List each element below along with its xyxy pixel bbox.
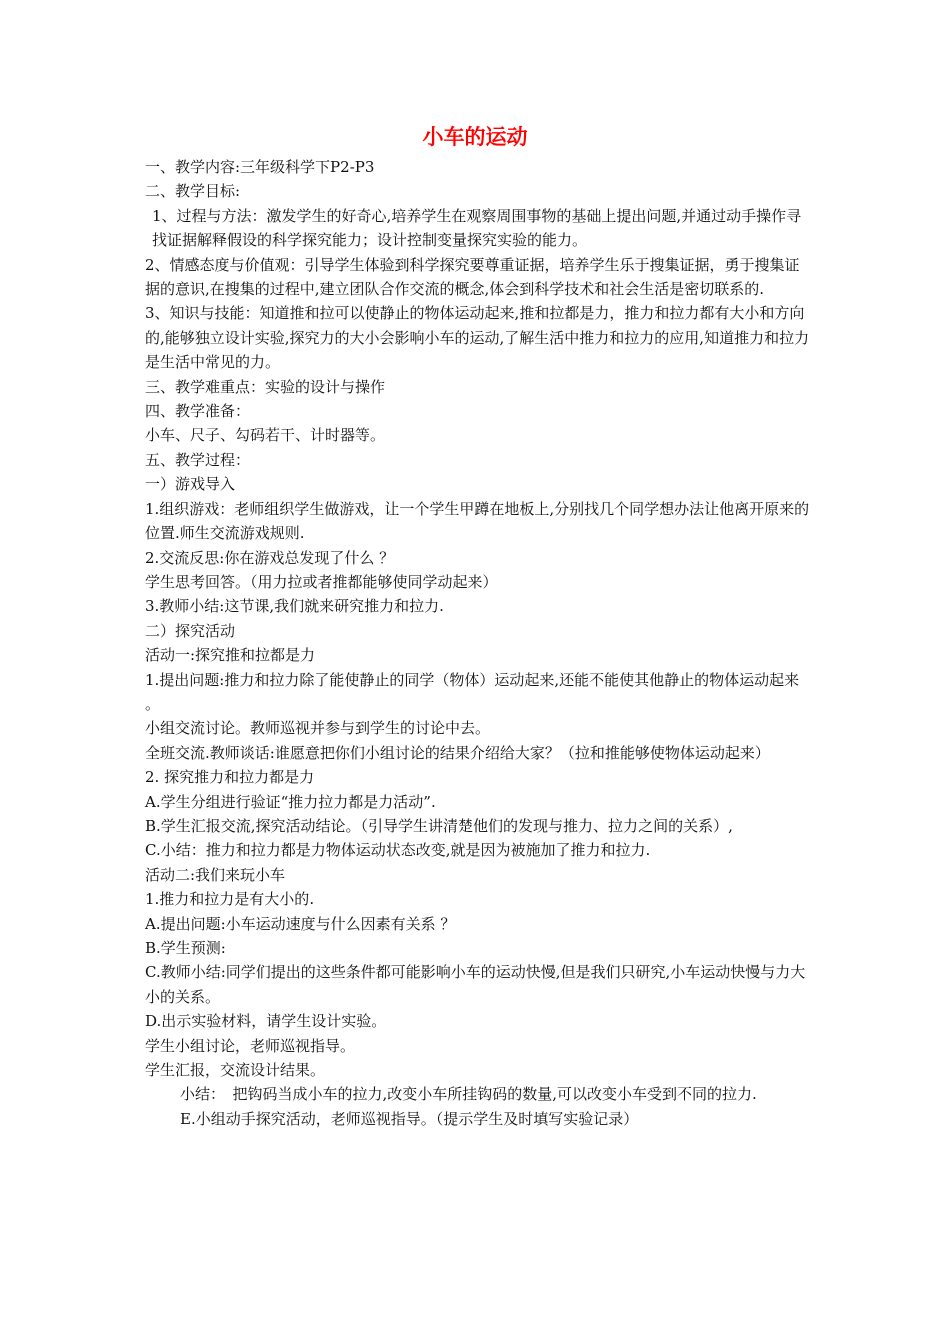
paragraph-step-b: B.学生汇报交流,探究活动结论。（引导学生讲清楚他们的发现与推力、拉力之间的关系）, (145, 816, 733, 835)
paragraph-step-a: A.学生分组进行验证“推力拉力都是力活动”. (145, 792, 436, 811)
paragraph-goal-attitude-values: 2、情感态度与价值观：引导学生体验到科学探究要尊重证据，培养学生乐于搜集证据，勇于搜集证据的意识,在搜集的过程中,建立团队合作交流的概念,体会到科学技术和社会生活是密切联系的. (145, 255, 800, 299)
paragraph-student-report: 学生汇报，交流设计结果。 (145, 1061, 326, 1080)
paragraph-force-magnitude: 1.推力和拉力是有大小的. (145, 890, 315, 909)
paragraph-preparation-heading: 四、教学准备： (145, 402, 251, 421)
paragraph-explore-forces-heading: 2. 探究推力和拉力都是力 (145, 768, 315, 787)
document-title: 小车的运动 (422, 125, 528, 149)
paragraph-goal-knowledge-skills: 3、知识与技能：知道推和拉可以使静止的物体运动起来,推和拉都是力，推力和拉力都有大小和方向的,能够独立设计实验,探究力的大小会影响小车的运动,了解生活中推力和拉力的应用,知道推力和拉力是生活中常见的力。 (145, 304, 810, 372)
paragraph-raise-question: 1.提出问题:推力和拉力除了能使静止的同学（物体）运动起来,还能不能使其他静止的物体运动起来 。 (145, 670, 800, 713)
paragraph-goal-process-method: 1、过程与方法：激发学生的好奇心,培养学生在观察周围事物的基础上提出问题,并通过动手操作寻找证据解释假设的科学探究能力；设计控制变量探究实验的能力。 (152, 206, 802, 250)
paragraph-inquiry-heading: 二）探究活动 (145, 621, 236, 640)
paragraph-preparation-materials: 小车、尺子、勾码若干、计时器等。 (145, 426, 386, 445)
paragraph-organize-game: 1.组织游戏：老师组织学生做游戏，让一个学生甲蹲在地板上,分别找几个同学想办法让他离开原来的位置.师生交流游戏规则. (145, 499, 810, 543)
paragraph-group-guidance: 学生小组讨论，老师巡视指导。 (145, 1036, 356, 1055)
paragraph-step-c: C.小结：推力和拉力都是力物体运动状态改变,就是因为被施加了推力和拉力. (145, 841, 651, 860)
paragraph-key-difficulties: 三、教学难重点：实验的设计与操作 (145, 377, 386, 396)
paragraph-activity-two-heading: 活动二:我们来玩小车 (145, 865, 286, 884)
paragraph-class-exchange: 全班交流.教师谈话:谁愿意把你们小组讨论的结果介绍给大家？（拉和推能够使物体运动起来） (145, 743, 770, 762)
paragraph-teaching-content: 一、教学内容:三年级科学下P2-P3 (145, 158, 375, 176)
paragraph-teacher-summary: 3.教师小结:这节课,我们就来研究推力和拉力. (145, 597, 444, 616)
paragraph-game-intro-heading: 一）游戏导入 (145, 475, 236, 494)
paragraph-summary-weights: 小结： 把钩码当成小车的拉力,改变小车所挂钩码的数量,可以改变小车受到不同的拉力. (180, 1085, 757, 1104)
paragraph-step-d-materials: D.出示实验材料，请学生设计实验。 (145, 1012, 387, 1031)
paragraph-activity-one-heading: 活动一:探究推和拉都是力 (145, 646, 316, 665)
paragraph-process-heading: 五、教学过程： (145, 450, 251, 469)
paragraph-step-a-question: A.提出问题:小车运动速度与什么因素有关系 ？ (145, 914, 456, 933)
paragraph-student-answer: 学生思考回答。（用力拉或者推都能够使同学动起来） (145, 572, 498, 591)
paragraph-group-discussion: 小组交流讨论。教师巡视并参与到学生的讨论中去。 (145, 719, 491, 738)
paragraph-step-c-summary: C.教师小结:同学们提出的这些条件都可能影响小车的运动快慢,但是我们只研究,小车运动快慢与力大小的关系。 (145, 963, 806, 1006)
paragraph-reflection: 2.交流反思:你在游戏总发现了什么 ？ (145, 548, 395, 567)
document-body (145, 155, 813, 1131)
paragraph-teaching-goals-heading: 二、教学目标: (145, 182, 241, 201)
paragraph-step-e: E.小组动手探究活动，老师巡视指导。（提示学生及时填写实验记录） (180, 1109, 639, 1128)
paragraph-step-b-prediction: B.学生预测: (145, 939, 226, 957)
